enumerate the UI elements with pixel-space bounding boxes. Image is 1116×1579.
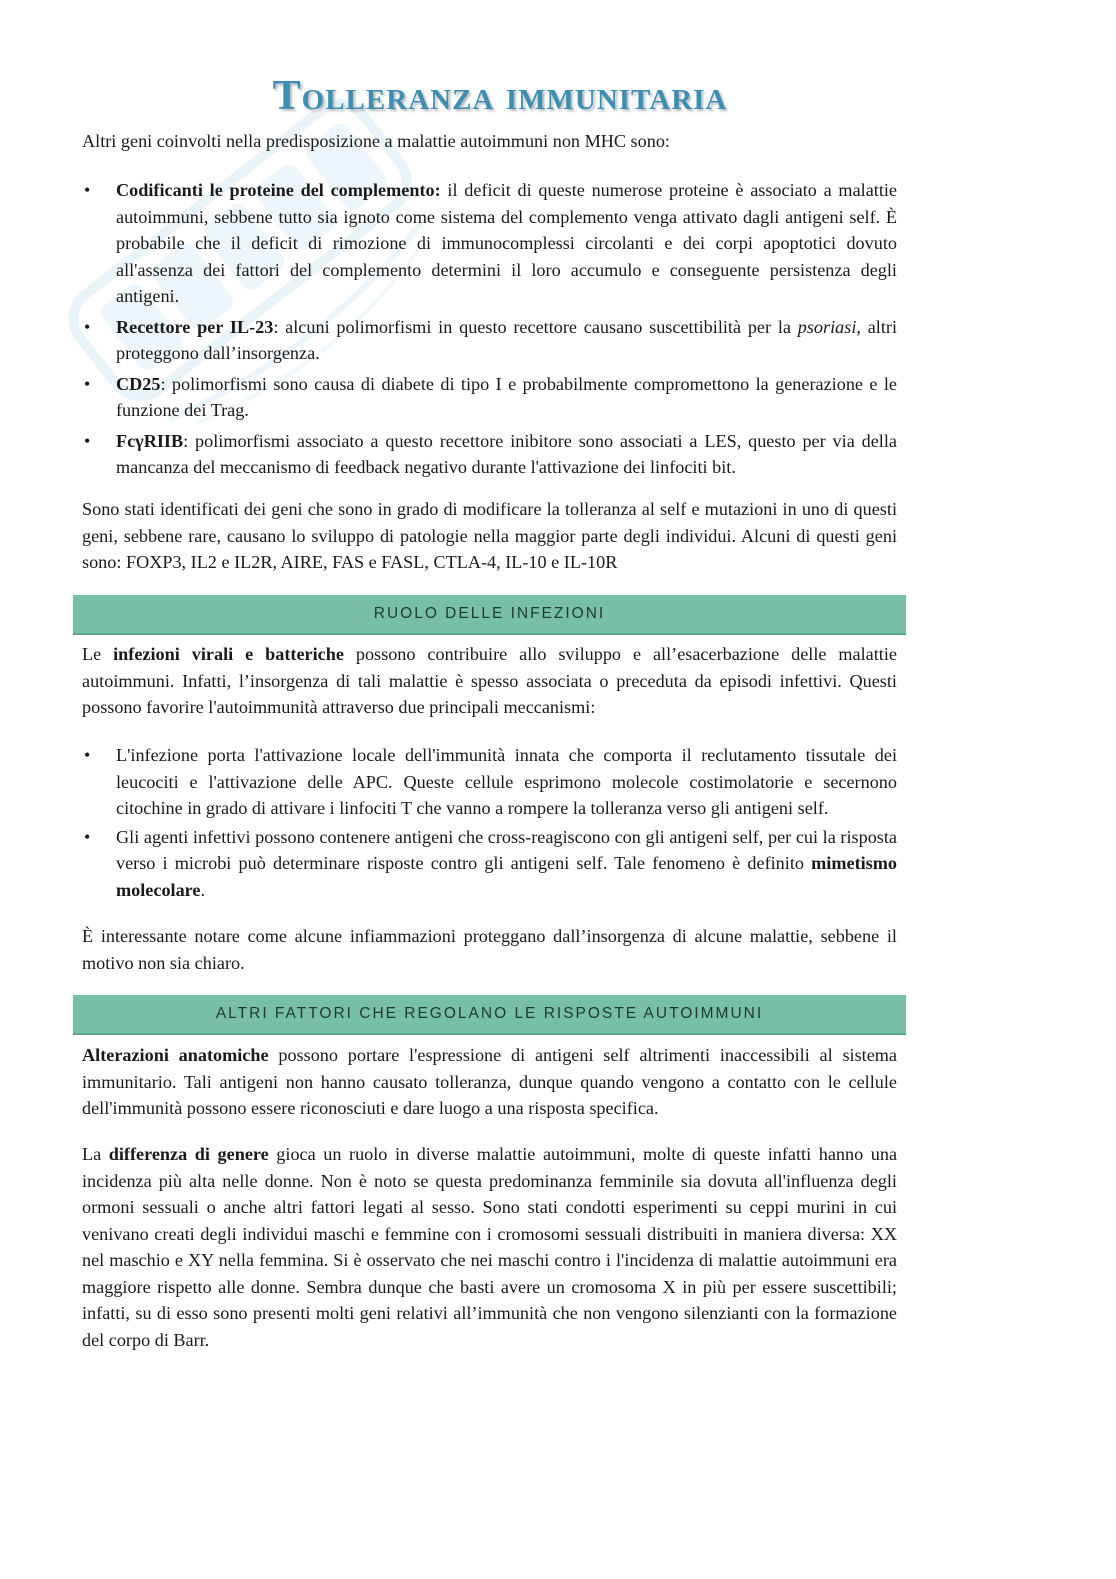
text-span: Le [82,644,114,664]
bullet-icon: • [84,373,91,394]
mechanisms-list [82,742,897,903]
list-item [82,371,897,424]
list-item-text-after: . [200,879,206,900]
genes-paragraph: Sono stati identificati dei geni che sono in grado di modificare la tolleranza al self e mutazioni in uno di questi geni, sebbene rare, causano lo sviluppo di patologie nella maggior parte degli individui. Alcuni di questi geni sono: FOXP3, IL2 e IL2R, AIRE, FAS e FASL, CTLA-4, IL-10 e IL-10R [82,499,897,572]
list-item-term: Codificanti le proteine del complemento: [116,180,441,200]
bullet-icon: • [84,745,91,765]
infezioni-intro-paragraph [82,641,897,721]
section-heading-infezioni: RUOLO DELLE INFEZIONI [73,595,906,635]
list-item-term: Recettore per IL-23 [116,316,274,337]
list-item-italic: psoriasi [797,316,857,337]
bold-term: mimetismo molecolare [116,853,897,900]
list-item-text: : polimorfismi sono causa di diabete di tipo I e probabilmente compromettono la generazione e le funzione dei Trag. [116,373,897,420]
section-heading-fattori: ALTRI FATTORI CHE REGOLANO LE RISPOSTE AUTOIMMUNI [73,995,906,1035]
text-span: possono contribuire allo sviluppo e all’esacerbazione delle malattie autoimmuni. Infatti, l’insorgenza di tali malattie è spesso associata o preceduta da episodi infettivi. Questi possono favorire l'autoimmunità attraverso due principali meccanismi: [82,644,897,717]
page-title: Tolleranza immunitaria [272,73,728,119]
bullet-icon: • [84,180,91,200]
gender-paragraph [82,1141,897,1353]
text-span: possono portare l'espressione di antigeni self altrimenti inaccessibili al sistema immunitario. Tali antigeni non hanno causato tolleranza, dunque quando vengono a contatto con le cellule dell'immunità possono essere riconosciuti e dare luogo a una risposta specifica. [82,1045,897,1118]
genes-list [82,177,897,481]
list-item [82,742,897,822]
bullet-icon: • [84,826,91,847]
list-item-text: : alcuni polimorfismi in questo recettore causano suscettibilità per la [273,316,798,337]
infezioni-closing-paragraph: È interessante notare come alcune infiammazioni proteggano dall’insorgenza di alcune malattie, sebbene il motivo non sia chiaro. [82,926,897,973]
intro-paragraph: Altri geni coinvolti nella predisposizione a malattie autoimmuni non MHC sono: [82,131,670,151]
list-item-text: Gli agenti infettivi possono contenere antigeni che cross-reagiscono con gli antigeni self, per cui la risposta verso i microbi può determinare risposte contro gli antigeni self. Tale fenomeno è definito [116,826,897,873]
list-item [82,428,897,481]
list-item [82,824,897,904]
list-item-term: CD25 [116,373,161,394]
bold-term: infezioni virali e batteriche [113,644,344,664]
list-item [82,314,897,367]
bullet-icon: • [84,430,91,451]
list-item-term: FcγRIIB [116,430,184,451]
list-item-text: il deficit di queste numerose proteine è associato a malattie autoimmuni, sebbene tutto sia ignoto come sistema del complemento venga attivato dagli antigeni self. È probabile che il deficit di rimozione di immunocomplessi circolanti e dei corpi apoptotici dovuto all'assenza dei fattori del complemento determini il loro accumulo e conseguente persistenza degli antigeni. [116,180,898,306]
bold-term: differenza di genere [108,1144,269,1164]
text-span: La [82,1144,109,1164]
bold-term: Alterazioni anatomiche [82,1045,269,1065]
list-item-text-after: , altri proteggono dall’insorgenza. [116,316,898,363]
bullet-icon: • [84,316,91,337]
anatomic-paragraph [82,1042,897,1122]
list-item-text: L'infezione porta l'attivazione locale dell'immunità innata che comporta il reclutamento tissutale dei leucociti e l'attivazione delle APC. Queste cellule esprimono molecole costimolatorie e secernono citochine in grado di attivare i linfociti T che vanno a rompere la tolleranza verso gli antigeni self. [116,745,897,818]
list-item [82,177,897,310]
list-item-text: : polimorfismi associato a questo recettore inibitore sono associati a LES, questo per via della mancanza del meccanismo di feedback negativo durante l'attivazione dei linfociti bit. [116,430,897,477]
text-span: gioca un ruolo in diverse malattie autoimmuni, molte di queste infatti hanno una incidenza più alta nelle donne. Non è noto se questa predominanza femminile sia dovuta all'influenza degli ormoni sessuali o anche altri fattori legati al sesso. Sono stati condotti esperimenti su ceppi murini in cui venivano creati degli individui maschi e femmine con i cromosomi sessuali distribuiti in maniera diversa: XX nel maschio e XY nella femmina. Si è osservato che nei maschi contro i l'incidenza di malattie autoimmuni era maggiore rispetto alle donne. Sembra dunque che basti avere un cromosoma X in più per essere suscettibili; infatti, su di esso sono presenti molti geni relativi all’immunità che non vengono silenzianti con la formazione del corpo di Barr. [82,1144,898,1350]
